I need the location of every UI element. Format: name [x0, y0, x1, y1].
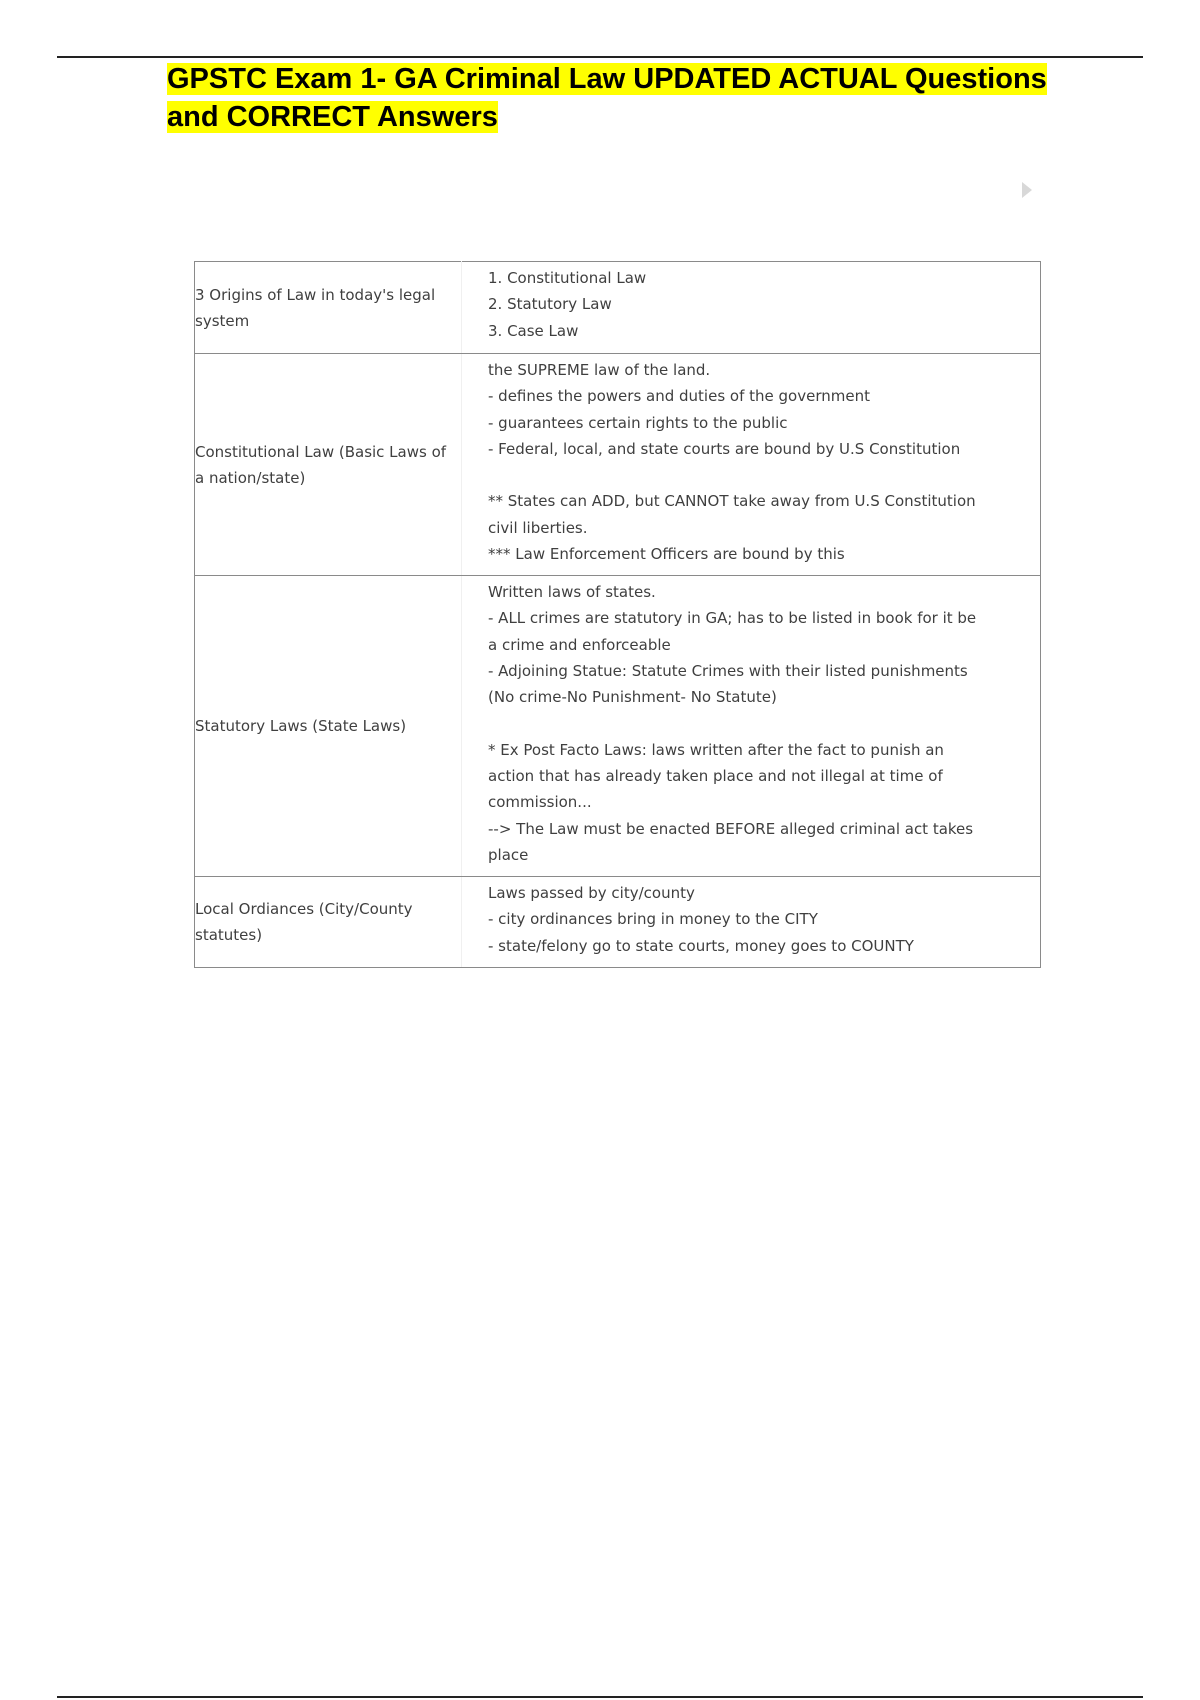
definition-line: - ALL crimes are statutory in GA; has to be listed in book for it be [488, 609, 977, 628]
blank-line [488, 710, 980, 736]
definition-line: - Federal, local, and state courts are bound by U.S Constitution [488, 439, 961, 458]
term-cell: Constitutional Law (Basic Laws of a nation/state) [195, 354, 462, 576]
term-cell: Statutory Laws (State Laws) [195, 576, 462, 877]
header-rule [57, 56, 1143, 58]
definition-line: the SUPREME law of the land. [488, 361, 711, 379]
definition-line: commission... [488, 793, 592, 812]
definition-cell [462, 576, 1041, 877]
definition-line: a crime and enforceable [488, 635, 671, 654]
table-row [195, 877, 1041, 968]
definition-line: Laws passed by city/county [488, 884, 695, 902]
blank-line [488, 462, 980, 488]
definition-cell [462, 877, 1041, 968]
play-marker-icon [1022, 182, 1032, 198]
table-row [195, 354, 1041, 576]
definition-line: action that has already taken place and not illegal at time of [488, 767, 943, 786]
definition-line: - guarantees certain rights to the public [488, 413, 788, 432]
definition-line: 1. Constitutional Law [488, 269, 647, 287]
definition-line: 3. Case Law [488, 321, 579, 340]
definition-line: --> The Law must be enacted BEFORE alleged criminal act takes [488, 819, 974, 838]
qa-table [194, 261, 1041, 968]
term-cell: Local Ordiances (City/County statutes) [195, 877, 462, 968]
definition-line: * Ex Post Facto Laws: laws written after the fact to punish an [488, 740, 944, 759]
definition-cell [462, 354, 1041, 576]
footer-rule [57, 1696, 1143, 1698]
definition-line: *** Law Enforcement Officers are bound by this [488, 545, 845, 564]
term-cell: 3 Origins of Law in today's legal system [195, 262, 462, 354]
definition-cell [462, 262, 1041, 354]
definition-line: - Adjoining Statue: Statute Crimes with their listed punishments [488, 661, 968, 680]
definition-line: place [488, 845, 529, 864]
table-row [195, 576, 1041, 877]
definition-line: - city ordinances bring in money to the CITY [488, 910, 818, 929]
title-highlight: GPSTC Exam 1- GA Criminal Law UPDATED ACTUAL Questions and CORRECT Answers [167, 63, 1047, 133]
definition-line: Written laws of states. [488, 583, 656, 601]
definition-line: civil liberties. [488, 518, 588, 537]
definition-line: (No crime-No Punishment- No Statute) [488, 688, 777, 707]
definition-line: - defines the powers and duties of the government [488, 387, 870, 406]
document-title [167, 60, 1067, 136]
definition-line: - state/felony go to state courts, money goes to COUNTY [488, 936, 914, 955]
definition-line: ** States can ADD, but CANNOT take away from U.S Constitution [488, 492, 976, 511]
table-row [195, 262, 1041, 354]
definition-line: 2. Statutory Law [488, 295, 612, 314]
